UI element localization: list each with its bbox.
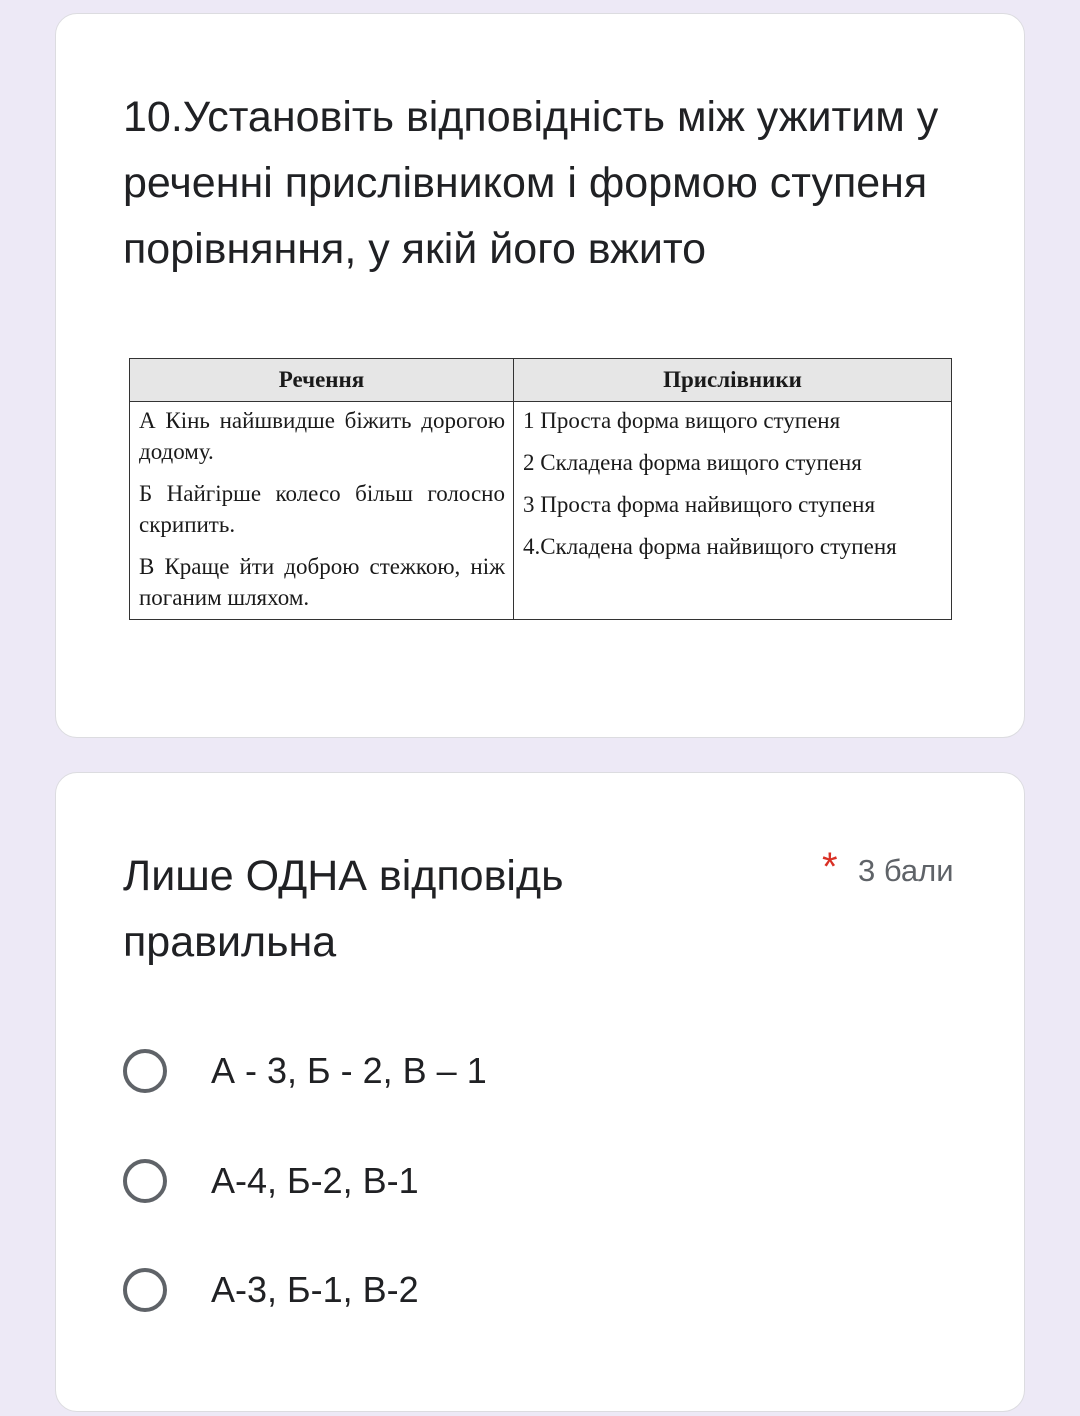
option-label[interactable]: А-3, Б-1, В-2 xyxy=(211,1269,419,1310)
form-3: 3 Проста форма найвищого ступеня xyxy=(523,492,876,517)
option-label[interactable]: А-4, Б-2, В-1 xyxy=(211,1160,419,1201)
sentence-a: А Кінь найшвидше біжить дорогою додому. xyxy=(139,408,505,464)
table-header-sentences: Речення xyxy=(130,359,514,402)
sentence-b: Б Найгірше колесо більш голосно скрипить. xyxy=(139,481,505,537)
form-1: 1 Проста форма вищого ступеня xyxy=(523,408,841,433)
table-header-adverbs: Прислівники xyxy=(514,359,952,402)
radio-button[interactable] xyxy=(123,1049,167,1093)
question-card xyxy=(55,13,1025,738)
table-row xyxy=(130,402,952,620)
option-label[interactable]: А - 3, Б - 2, В – 1 xyxy=(211,1050,487,1091)
form-4: 4.Складена форма найвищого ступеня xyxy=(523,534,897,559)
answer-question-title: Лише ОДНА відповідь правильна xyxy=(123,852,564,966)
sentences-cell xyxy=(130,402,514,620)
radio-option-3[interactable] xyxy=(123,1262,419,1318)
forms-cell xyxy=(514,402,952,620)
answer-card xyxy=(55,772,1025,1412)
table-header-row xyxy=(130,359,952,402)
radio-option-2[interactable] xyxy=(123,1153,419,1209)
required-asterisk: * xyxy=(822,845,838,889)
radio-option-1[interactable] xyxy=(123,1043,487,1099)
points-label: 3 бали xyxy=(858,853,954,888)
form-2: 2 Складена форма вищого ступеня xyxy=(523,450,862,475)
matching-table xyxy=(129,358,952,620)
question-title: 10.Установіть відповідність між ужитим у реченні прислівником і формою ступеня порівняння, у якій його вжито xyxy=(123,93,939,273)
radio-button[interactable] xyxy=(123,1159,167,1203)
sentence-c: В Краще йти доброю стежкою, ніж поганим шляхом. xyxy=(139,554,505,610)
radio-button[interactable] xyxy=(123,1268,167,1312)
